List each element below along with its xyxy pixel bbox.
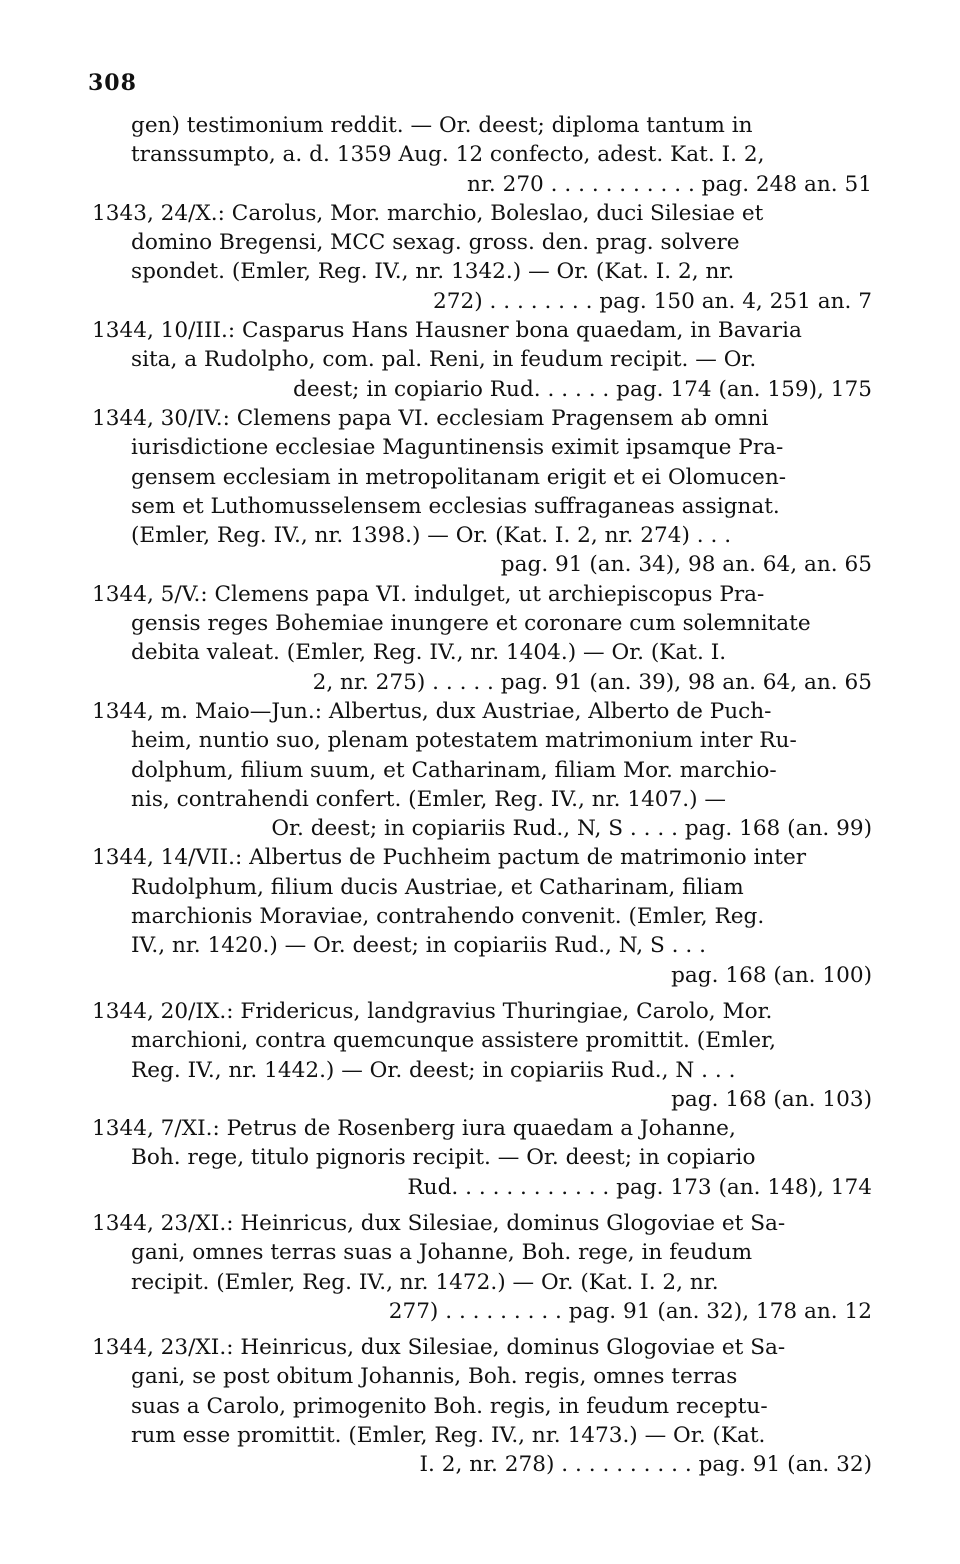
entry-line: iurisdictione ecclesiae Maguntinensis eximit ipsamque Pra- <box>131 435 784 461</box>
entry-line: Boh. rege, titulo pignoris recipit. — Or. deest; in copiario <box>131 1145 756 1171</box>
register-entry <box>92 199 872 316</box>
entry-line: suas a Carolo, primogenito Boh. regis, in feudum receptu- <box>131 1393 768 1419</box>
entry-line: (Emler, Reg. IV., nr. 1398.) — Or. (Kat. I. 2, nr. 274) . . . <box>131 523 732 549</box>
entry-first-line: 1343, 24/X.: Carolus, Mor. marchio, Boleslao, duci Silesiae et <box>92 200 764 226</box>
entry-line: gani, omnes terras suas a Johanne, Boh. rege, in feudum <box>131 1240 753 1266</box>
register-entry <box>92 1209 872 1326</box>
entry-line: deest; in copiario Rud. . . . . . pag. 174 (an. 159), 175 <box>293 376 872 402</box>
entry-line: 272) . . . . . . . . pag. 150 an. 4, 251 an. 7 <box>433 288 872 314</box>
entry-line: heim, nuntio suo, plenam potestatem matrimonium inter Ru- <box>131 728 797 754</box>
entry-line: gani, se post obitum Johannis, Boh. regis, omnes terras <box>131 1364 738 1390</box>
register-entry <box>92 697 872 843</box>
entry-line: IV., nr. 1420.) — Or. deest; in copiariis Rud., N, S . . . <box>131 933 707 959</box>
entry-line: recipit. (Emler, Reg. IV., nr. 1472.) — Or. (Kat. I. 2, nr. <box>131 1269 719 1295</box>
register-entry <box>92 1333 872 1479</box>
entry-line: pag. 168 (an. 103) <box>671 1086 872 1112</box>
entry-first-line: 1344, 23/XI.: Heinricus, dux Silesiae, dominus Glogoviae et Sa- <box>92 1335 786 1361</box>
entry-first-line: 1344, 10/III.: Casparus Hans Hausner bona quaedam, in Bavaria <box>92 318 802 344</box>
entry-line: spondet. (Emler, Reg. IV., nr. 1342.) — Or. (Kat. I. 2, nr. <box>131 259 735 285</box>
entry-line: debita valeat. (Emler, Reg. IV., nr. 1404.) — Or. (Kat. I. <box>131 640 727 666</box>
entry-line: nr. 270 . . . . . . . . . . . pag. 248 an. 51 <box>467 171 872 197</box>
entry-first-line: 1344, 5/V.: Clemens papa VI. indulget, ut archiepiscopus Pra- <box>92 581 765 607</box>
entry-line: marchionis Moraviae, contrahendo convenit. (Emler, Reg. <box>131 904 765 930</box>
entry-line: Rudolphum, filium ducis Austriae, et Catharinam, filiam <box>131 874 744 900</box>
entry-first-line: 1344, m. Maio—Jun.: Albertus, dux Austriae, Alberto de Puch- <box>92 698 772 724</box>
register-entry <box>92 843 872 989</box>
entry-line: nis, contrahendi confert. (Emler, Reg. IV., nr. 1407.) — <box>131 786 727 812</box>
entry-line: Reg. IV., nr. 1442.) — Or. deest; in copiariis Rud., N . . . <box>131 1057 736 1083</box>
entry-line: gensis reges Bohemiae inungere et coronare cum solemnitate <box>131 611 811 637</box>
document-body <box>92 111 872 1480</box>
register-entry <box>92 316 872 404</box>
entry-first-line: 1344, 14/VII.: Albertus de Puchheim pactum de matrimonio inter <box>92 845 807 871</box>
register-entry <box>92 997 872 1114</box>
entry-line: 2, nr. 275) . . . . . pag. 91 (an. 39), 98 an. 64, an. 65 <box>312 669 872 695</box>
entry-line: dolphum, filium suum, et Catharinam, filiam Mor. marchio- <box>131 757 777 783</box>
entry-line: rum esse promittit. (Emler, Reg. IV., nr. 1473.) — Or. (Kat. <box>131 1423 766 1449</box>
entry-first-line: 1344, 20/IX.: Fridericus, landgravius Thuringiae, Carolo, Mor. <box>92 998 773 1024</box>
entry-line: pag. 91 (an. 34), 98 an. 64, an. 65 <box>500 552 872 578</box>
entry-line: gensem ecclesiam in metropolitanam erigit et ei Olomucen- <box>131 464 787 490</box>
entry-first-line: 1344, 30/IV.: Clemens papa VI. ecclesiam Pragensem ab omni <box>92 405 769 431</box>
entry-first-line: gen) testimonium reddit. — Or. deest; diploma tantum in <box>131 113 753 138</box>
register-entry <box>92 1114 872 1202</box>
entry-line: domino Bregensi, MCC sexag. gross. den. prag. solvere <box>131 230 740 256</box>
entry-line: transsumpto, a. d. 1359 Aug. 12 confecto, adest. Kat. I. 2, <box>131 142 765 168</box>
page-number: 308 <box>88 70 137 96</box>
register-entry <box>92 404 872 580</box>
register-entry <box>92 111 872 199</box>
entry-first-line: 1344, 23/XI.: Heinricus, dux Silesiae, dominus Glogoviae et Sa- <box>92 1210 786 1236</box>
entry-line: Rud. . . . . . . . . . . . pag. 173 (an. 148), 174 <box>407 1174 872 1200</box>
entry-line: 277) . . . . . . . . . pag. 91 (an. 32), 178 an. 12 <box>388 1298 872 1324</box>
register-entry <box>92 580 872 697</box>
entry-line: Or. deest; in copiariis Rud., N, S . . . . pag. 168 (an. 99) <box>271 816 872 842</box>
entry-line: sem et Luthomusselensem ecclesias suffraganeas assignat. <box>131 493 780 519</box>
entry-first-line: 1344, 7/XI.: Petrus de Rosenberg iura quaedam a Johanne, <box>92 1116 736 1142</box>
entry-line: pag. 168 (an. 100) <box>671 962 872 988</box>
entry-line: sita, a Rudolpho, com. pal. Reni, in feudum recipit. — Or. <box>131 347 757 373</box>
entry-line: marchioni, contra quemcunque assistere promittit. (Emler, <box>131 1028 776 1054</box>
entry-line: I. 2, nr. 278) . . . . . . . . . . pag. 91 (an. 32) <box>419 1452 872 1478</box>
